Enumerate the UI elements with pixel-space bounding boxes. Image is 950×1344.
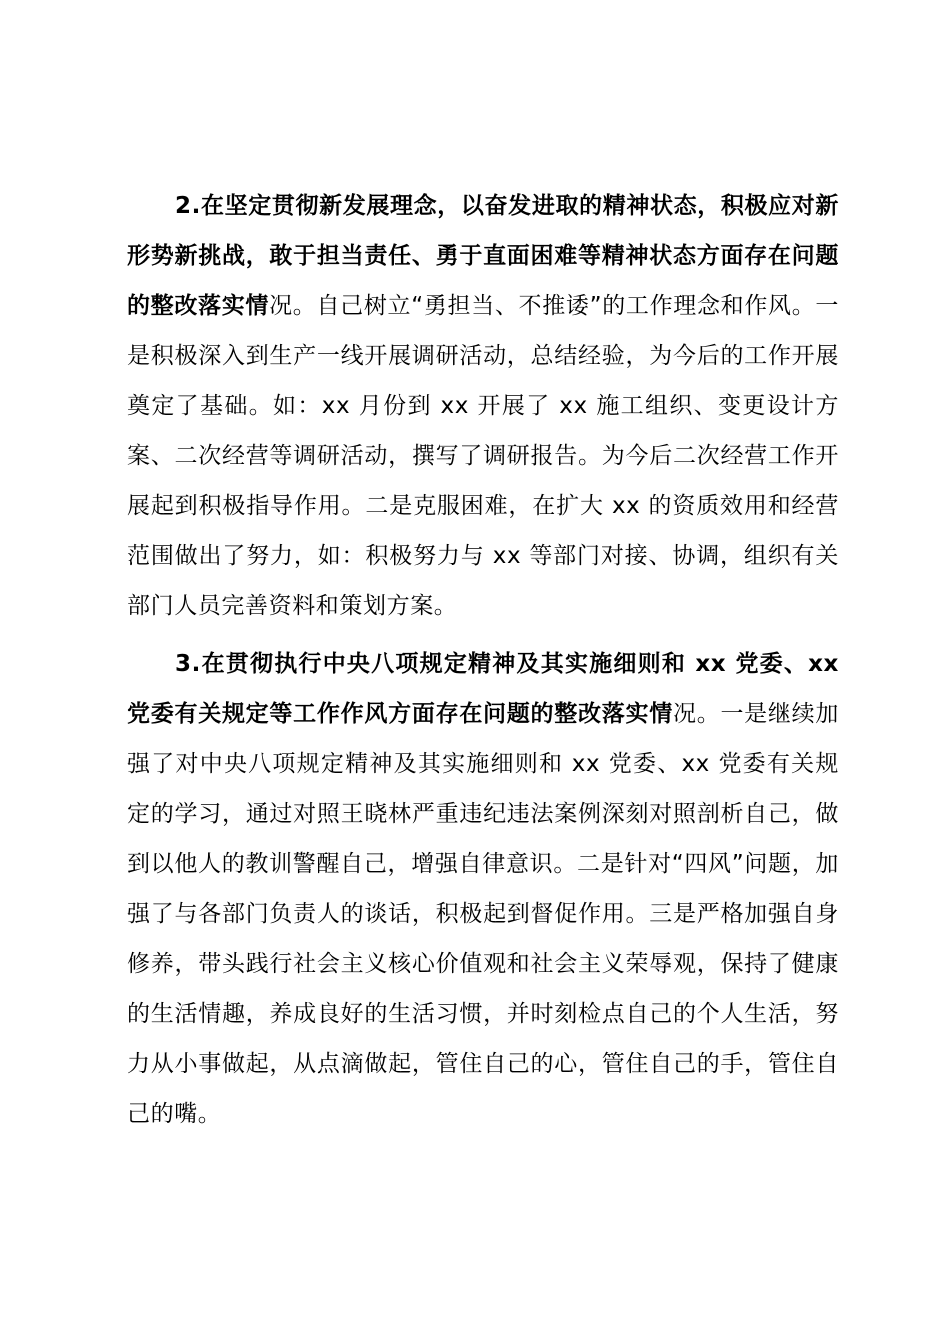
paragraph-heading: 2.在坚定贯彻新发展理念，以奋发进取的精神状态，积极应对新形势新挑战，敢于担当责任、勇于直面困难等精神状态方面存在问题的整改落实情 [127, 193, 839, 319]
paragraph-body: 况。自己树立“勇担当、不推诿”的工作理念和作风。一是积极深入到生产一线开展调研活动，总结经验，为今后的工作开展奠定了基础。如：xx 月份到 xx 开展了 xx 施工组织、变更设计方案、二次经营等调研活动，撰写了调研报告。为今后二次经营工作开展起到积极指导作用。二是克服困难，在扩大 xx 的资质效用和经营范围做出了努力，如：积极努力与 xx 等部门对接、协调，组织有关部门人员完善资料和策划方案。 [127, 293, 839, 619]
document-page [127, 181, 839, 1147]
paragraph-heading: 3.在贯彻执行中央八项规定精神及其实施细则和 xx 党委、xx 党委有关规定等工作作风方面存在问题的整改落实情 [127, 651, 839, 727]
paragraph-item-2 [127, 181, 839, 631]
paragraph-body: 况。一是继续加强了对中央八项规定精神及其实施细则和 xx 党委、xx 党委有关规定的学习，通过对照王晓林严重违纪违法案例深刻对照剖析自己，做到以他人的教训警醒自己，增强自律意识。二是针对“四风”问题，加强了与各部门负责人的谈话，积极起到督促作用。三是严格加强自身修养，带头践行社会主义核心价值观和社会主义荣辱观，保持了健康的生活情趣，养成良好的生活习惯，并时刻检点自己的个人生活，努力从小事做起，从点滴做起，管住自己的心，管住自己的手，管住自己的嘴。 [127, 701, 839, 1127]
paragraph-item-3 [127, 639, 839, 1139]
